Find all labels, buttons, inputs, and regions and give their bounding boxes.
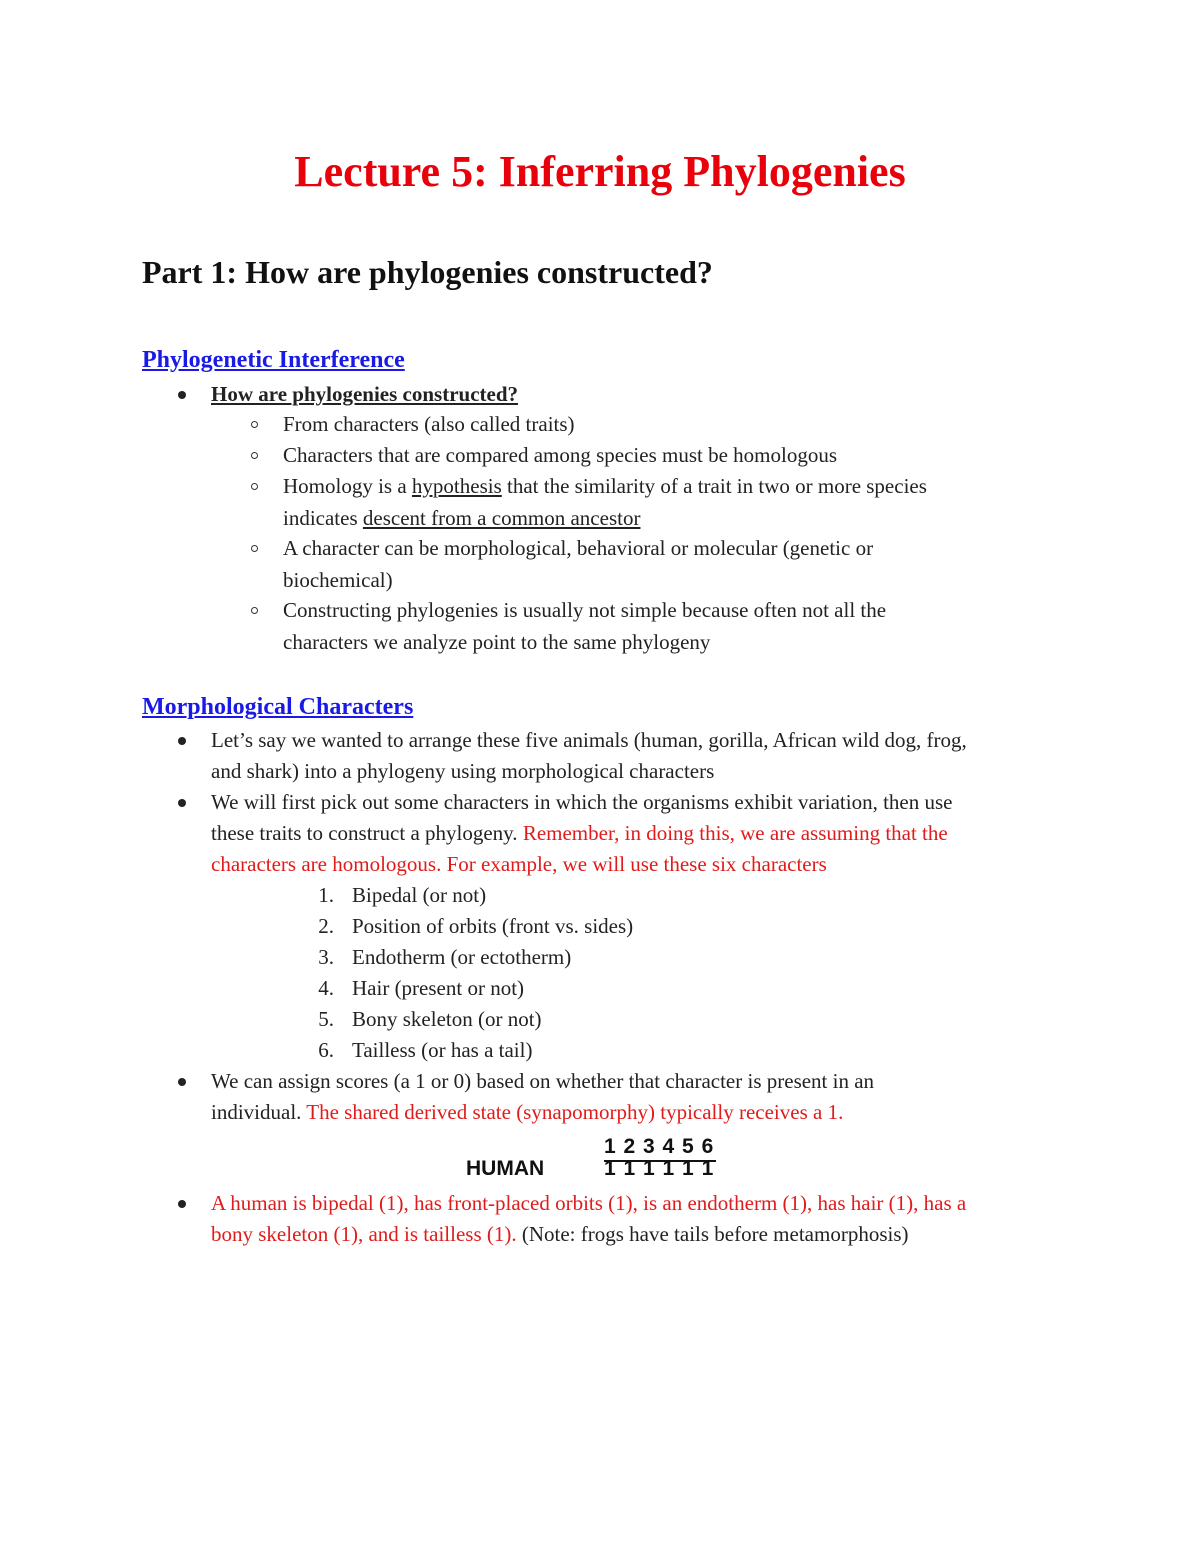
list-item-continuation: characters we analyze point to the same phylogeny — [283, 630, 711, 654]
bullet-icon — [178, 391, 186, 399]
list-number: 5. — [318, 1007, 334, 1031]
list-number: 6. — [318, 1038, 334, 1062]
underlined-term: hypothesis — [411, 474, 502, 498]
list-item-continuation — [211, 1219, 909, 1250]
emphasis-text: A human is bipedal (1), has front-placed orbits (1), is an endotherm (1), has hair (1), has a — [211, 1191, 967, 1215]
section-heading-phylogenetic: Phylogenetic Interference — [142, 347, 405, 373]
question-text: How are phylogenies constructed? — [211, 382, 519, 406]
text-span: these traits to construct a phylogeny. — [211, 821, 523, 845]
list-item-continuation: and shark) into a phylogeny using morphological characters — [211, 759, 715, 783]
text-span: individual. — [211, 1100, 307, 1124]
list-item: A character can be morphological, behavioral or molecular (genetic or — [283, 536, 874, 560]
circle-bullet-icon — [251, 545, 258, 552]
text-span: Homology is a — [283, 474, 412, 498]
text-span: (Note: frogs have tails before metamorphosis) — [521, 1222, 909, 1246]
emphasis-text: The shared derived state (synapomorphy) typically receives a 1. — [306, 1100, 844, 1124]
list-number: 3. — [318, 945, 334, 969]
list-item: We can assign scores (a 1 or 0) based on whether that character is present in an — [211, 1069, 875, 1093]
circle-bullet-icon — [251, 452, 258, 459]
bullet-icon — [178, 1200, 186, 1208]
character-item: Tailless (or has a tail) — [352, 1038, 533, 1062]
emphasis-text: characters are homologous. For example, we will use these six characters — [211, 852, 827, 876]
character-item: Endotherm (or ectotherm) — [352, 945, 572, 969]
list-number: 2. — [318, 914, 334, 938]
figure-scores: 1 1 1 1 1 1 — [604, 1157, 715, 1180]
list-item-continuation: biochemical) — [283, 568, 393, 592]
list-item-continuation — [211, 1097, 843, 1128]
list-item-continuation — [283, 503, 640, 534]
character-item: Bipedal (or not) — [352, 883, 487, 907]
circle-bullet-icon — [251, 421, 258, 428]
figure-header: 1 2 3 4 5 6 — [604, 1135, 715, 1158]
character-item: Bony skeleton (or not) — [352, 1007, 542, 1031]
list-item-continuation — [211, 818, 948, 849]
text-span: indicates — [283, 506, 363, 530]
underlined-term: descent from a common ancestor — [362, 506, 641, 530]
list-item: From characters (also called traits) — [283, 412, 575, 436]
list-item: Characters that are compared among species must be homologous — [283, 443, 837, 467]
list-item: We will first pick out some characters in which the organisms exhibit variation, then use — [211, 790, 953, 814]
page-title: Lecture 5: Inferring Phylogenies — [294, 147, 906, 196]
list-number: 1. — [318, 883, 334, 907]
figure-label: HUMAN — [466, 1157, 545, 1180]
bullet-icon — [178, 799, 186, 807]
section-heading-morphological: Morphological Characters — [142, 694, 414, 720]
bullet-icon — [178, 1078, 186, 1086]
list-item — [283, 471, 927, 502]
circle-bullet-icon — [251, 607, 258, 614]
list-number: 4. — [318, 976, 334, 1000]
emphasis-text: bony skeleton (1), and is tailless (1). — [211, 1222, 522, 1246]
emphasis-text: Remember, in doing this, we are assuming that the — [522, 821, 948, 845]
text-span: that the similarity of a trait in two or more species — [501, 474, 927, 498]
list-item: Let’s say we wanted to arrange these five animals (human, gorilla, African wild dog, frog, — [211, 728, 967, 752]
character-item: Hair (present or not) — [352, 976, 525, 1000]
circle-bullet-icon — [251, 483, 258, 490]
bullet-icon — [178, 737, 186, 745]
score-figure — [466, 1135, 726, 1185]
character-item: Position of orbits (front vs. sides) — [352, 914, 634, 938]
list-item: Constructing phylogenies is usually not simple because often not all the — [283, 598, 887, 622]
part-heading: Part 1: How are phylogenies constructed? — [142, 254, 713, 290]
